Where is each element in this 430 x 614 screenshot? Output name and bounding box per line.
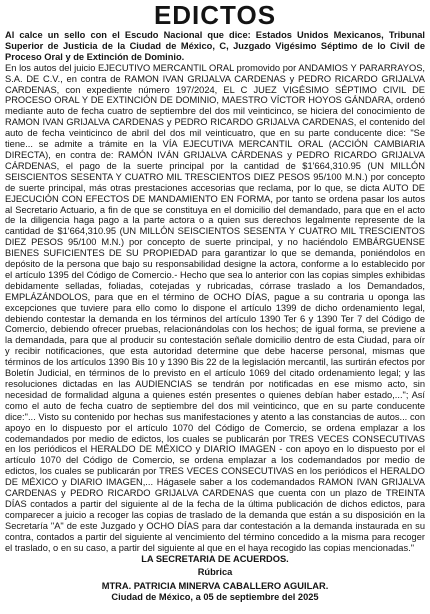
- place-date: Ciudad de México, a 05 de septiembre del 2025: [111, 592, 319, 603]
- edict-body-text: En los autos del juicio EJECUTIVO MERCANTIL ORAL promovido por ANDAMIOS Y PARARRAYOS, S.A. DE C.V., en contra de RAMON IVAN GRIJALVA CARDENAS y PEDRO RICARDO GRIJALVA CARDENAS, con expediente número 197/2024, EL C JUEZ VIGÉSIMO SÉPTIMO CIVIL DE PROCESO ORAL Y DE EXTINCIÓN DE DOMINIO, MAESTRO VÍCTOR HOYOS GÁNDARA, ordenó mediante auto de fecha cuatro de septiembre del dos mil veinticinco, se hiciera del conocimiento de RAMON IVAN GRIJALVA CARDENAS y PEDRO RICARDO GRIJALVA CARDENAS, el contenido del auto de fecha veinticinco de abril del dos mil veinticuatro, que en su parte conducente dice: "Se tiene... se admite a trámite en la VÍA EJECUTIVA MERCANTIL ORAL (ACCIÓN CAMBIARIA DIRECTA), en contra de: RAMÓN IVÁN GRIJALVA CÁRDENAS y PEDRO RICARDO GRIJALVA CÁRDENAS, el pago de la suerte principal por la cantidad de $1'664,310.95 (UN MILLÓN SEISCIENTOS SESENTA Y CUATRO MIL TRESCIENTOS DIEZ PESOS 95/100 M.N.) por concepto de suerte principal, más otras prestaciones accesorias que reclama, por lo que, se dicta AUTO DE EJECUCIÓN CON EFECTOS DE MANDAMIENTO EN FORMA, por tanto se ordena pasar los autos al Secretario Actuario, a fin de que se constituya en el domicilio del demandado, para que en el acto de la diligencia haga pago a la parte actora o a quien sus derechos legalmente represente de la cantidad de $1'664,310.95 (UN MILLÓN SEISCIENTOS SESENTA Y CUATRO MIL TRESCIENTOS DIEZ PESOS 95/100 M.N.) por concepto de suerte principal, y no haciéndolo EMBÁRGUENSE BIENES SUFICIENTES DE SU PROPIEDAD para garantizar lo que se demanda, poniéndolos en depósito de la persona que bajo su responsabilidad designe la actora, conforme a lo establecido por el artículo 1395 del Código de Comercio.- Hecho que sea lo anterior con las copias simples exhibidas debidamente selladas, foliadas, cotejadas y rubricadas, córrase traslado a los Demandados, EMPLÁZÁNDOLOS, para que en el término de OCHO DÍAS, pague a su contraria u oponga las excepciones que tuviere para ello como lo dispone el artículo 1399 de dicho ordenamiento legal, debiendo contestar la demanda en los términos del artículo 1390 Ter 6 y 1390 Ter 7 del Código de Comercio, debiendo ofrecer pruebas, relacionándolas con los hechos; de igual forma, se previene a la demandada, para que al producir su contestación señale domicilio dentro de esta Ciudad, para oír y recibir notificaciones, que esta autoridad determine que debe hacerse personal, mismas que términos de los artículos 1390 Bis 10 y 1390 Bis 22 de la legislación mercantil, las surtirán efectos por Boletín Judicial, en términos de lo previsto en el artículo 1069 del citado ordenamiento legal; y las resoluciones dictadas en las AUDIENCIAS se tendrán por notificadas en ese mismo acto, sin necesidad de formalidad alguna a quienes estén presentes o quienes debían haber estado,..."; Así como el auto de fecha cuatro de septiembre del dos mil veinticinco, que en su parte conducente dice:"... Visto su contenido por hechas sus manifestaciones y atento a las constancias de autos... con apoyo en lo dispuesto por el artículo 1070 del Código de Comercio, se ordena emplazar a los codemandados por medio de edictos, los cuales se publicarán por TRES VECES CONSECUTIVAS en los periódicos el HERALDO DE MÉXICO y DIARIO IMAGEN - con apoyo en lo dispuesto por el artículo 1070 del Código de Comercio, se ordena emplazar a los codemandados por medio de edictos, los cuales se publicarán por TRES VECES CONSECUTIVAS en los periódicos el HERALDO DE MÉXICO y DIARIO IMAGEN,... Hágasele saber a los codemandados RAMON IVAN GRIJALVA CARDENAS y PEDRO RICARDO GRIJALVA CARDENAS que cuenta con un plazo de TREINTA DÍAS contados a partir del siguiente al de la fecha de la última publicación de dichos edictos, para comparecer a juicio a recoger las copias de traslado de la demanda que están a su disposición en la Secretaría "A" de este Juzgado y OCHO DÍAS para dar contestación a la demanda instaurada en su contra, contados a partir del siguiente al vencimiento del término concedido a la misma para recoger el traslado, o en su caso, a partir del siguiente al que en el haya recogido las copias mencionadas.": [5, 62, 425, 553]
- document-title: EDICTOS: [153, 0, 277, 30]
- signer-name: MTRA. PATRICIA MINERVA CABALLERO AGUILAR.: [101, 581, 329, 592]
- rubrica-label: Rúbrica: [197, 567, 233, 578]
- seal-description: Al calce un sello con el Escudo Nacional que dice: Estados Unidos Mexicanos, Tribunal Superior de Justicia de la Ciudad de México, C, Juzgado Vigésimo Séptimo de lo Civil de Proceso Oral y de Extinción de Dominio.: [5, 30, 425, 62]
- secretary-label: LA SECRETARIA DE ACUERDOS.: [141, 553, 289, 564]
